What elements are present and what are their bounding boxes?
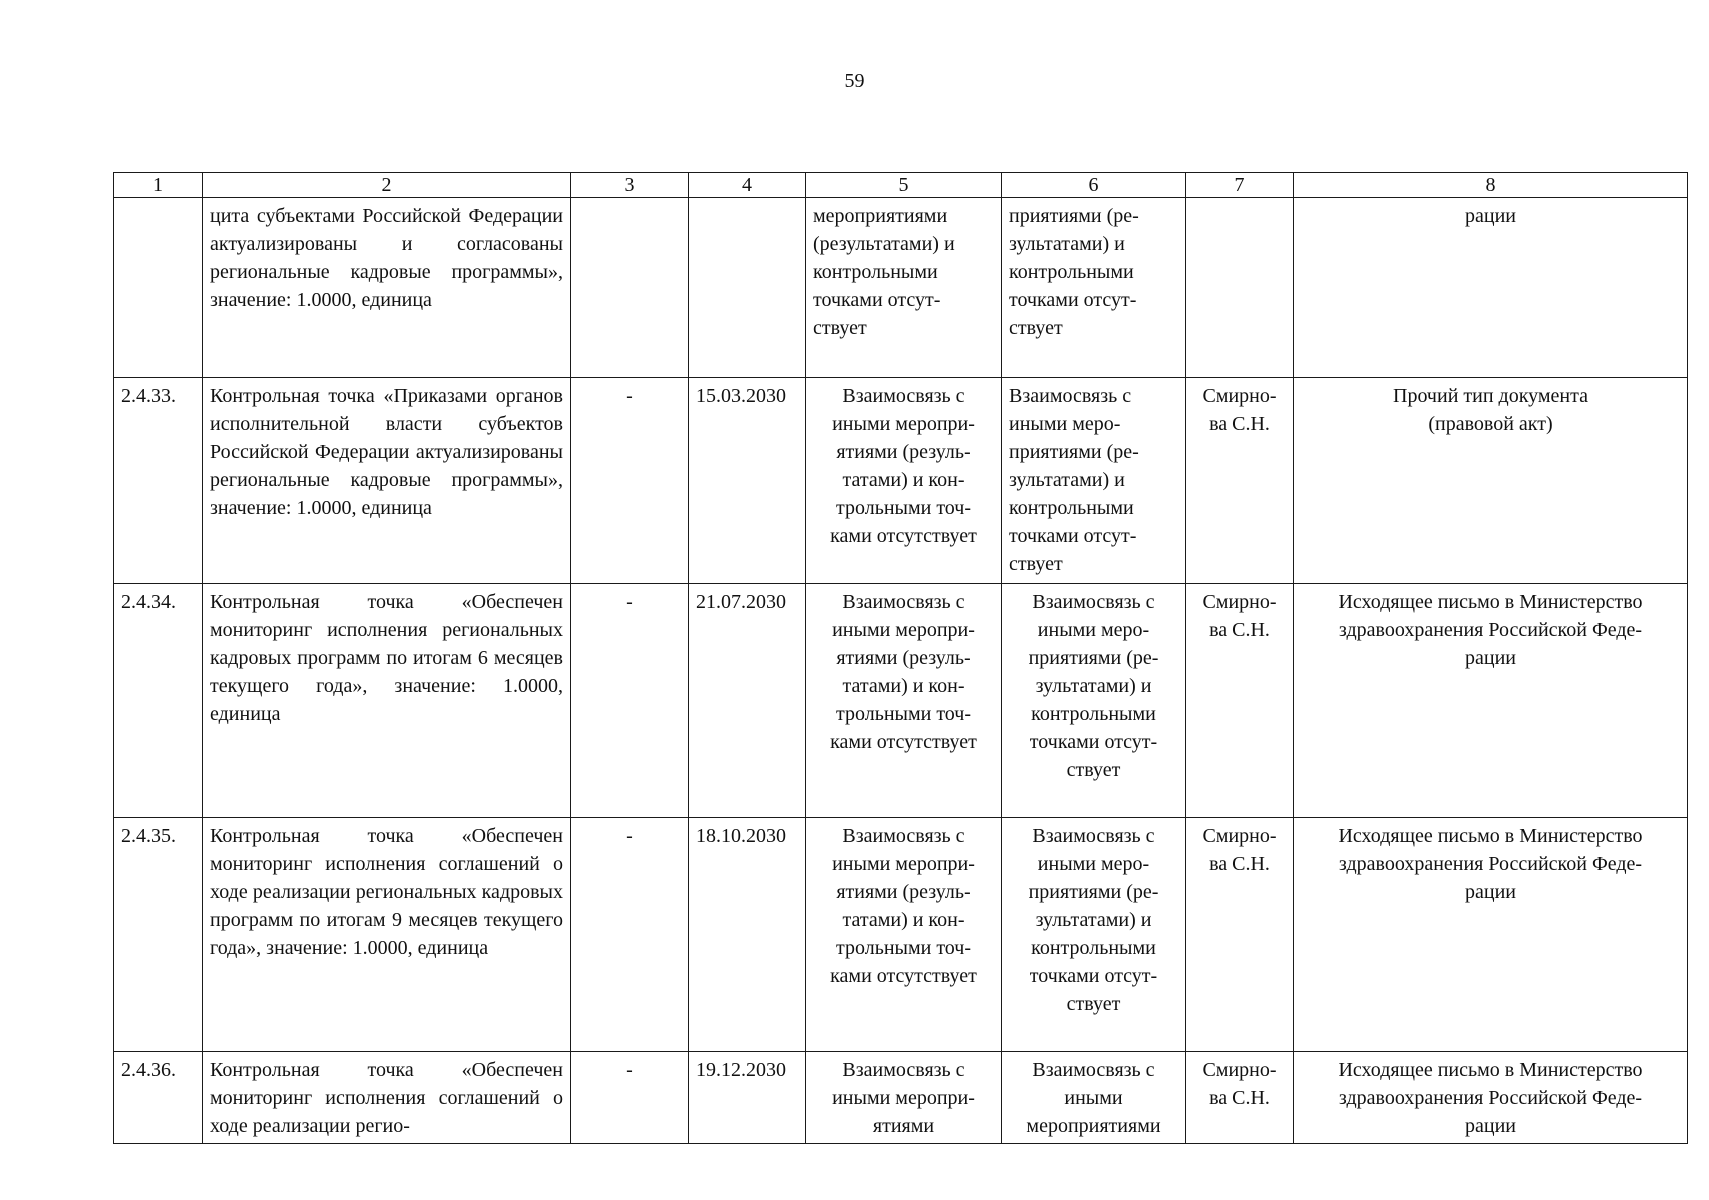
date-cell xyxy=(689,198,806,378)
date-cell: 15.03.2030 xyxy=(689,378,806,584)
column-header: 7 xyxy=(1186,173,1294,198)
table-row xyxy=(114,378,1688,584)
control-point-name-cell: Контрольная точка «Обеспечен мониторинг исполнения соглашений о ходе реализации региональных кадровых программ по итогам 9 месяцев текущего года», значение: 1.0000, единица xyxy=(203,818,571,1052)
relation-cell: Взаимосвязь с иными мероприятиями xyxy=(1002,1052,1186,1144)
relation-cell: приятиями (ре- зультатами) и контрольными точками отсут- ствует xyxy=(1002,198,1186,378)
column-number-header xyxy=(114,173,1688,198)
relation-cell: Взаимосвязь с иными меро- приятиями (ре- зультатами) и контрольными точками отсут- ствует xyxy=(1002,378,1186,584)
column-3-cell: - xyxy=(571,818,689,1052)
row-number-cell: 2.4.36. xyxy=(114,1052,203,1144)
relation-cell: Взаимосвязь с иными меропри- ятиями (резуль- татами) и кон- трольными точ- ками отсутствует xyxy=(806,378,1002,584)
control-point-name-cell: Контрольная точка «Обеспечен мониторинг исполнения региональных кадровых программ по итогам 6 месяцев текущего года», значение: 1.0000, единица xyxy=(203,584,571,818)
document-type-cell: Исходящее письмо в Министерство здравоохранения Российской Феде- рации xyxy=(1294,818,1688,1052)
table-row xyxy=(114,198,1688,378)
document-type-cell: рации xyxy=(1294,198,1688,378)
document-type-cell: Прочий тип документа (правовой акт) xyxy=(1294,378,1688,584)
date-cell: 18.10.2030 xyxy=(689,818,806,1052)
table-row xyxy=(114,818,1688,1052)
page-number: 59 xyxy=(844,70,865,92)
control-points-table xyxy=(113,172,1688,1144)
document-type-cell: Исходящее письмо в Министерство здравоохранения Российской Феде- рации xyxy=(1294,1052,1688,1144)
column-3-cell: - xyxy=(571,378,689,584)
responsible-cell: Смирно- ва С.Н. xyxy=(1186,1052,1294,1144)
control-point-name-cell: Контрольная точка «Обеспечен мониторинг исполнения соглашений о ходе реализации регио- xyxy=(203,1052,571,1144)
row-number-cell xyxy=(114,198,203,378)
relation-cell: Взаимосвязь с иными меропри- ятиями (резуль- татами) и кон- трольными точ- ками отсутствует xyxy=(806,818,1002,1052)
column-header: 3 xyxy=(571,173,689,198)
column-3-cell: - xyxy=(571,1052,689,1144)
column-header: 8 xyxy=(1294,173,1688,198)
responsible-cell: Смирно- ва С.Н. xyxy=(1186,818,1294,1052)
responsible-cell xyxy=(1186,198,1294,378)
date-cell: 19.12.2030 xyxy=(689,1052,806,1144)
column-3-cell: - xyxy=(571,584,689,818)
table-row xyxy=(114,1052,1688,1144)
row-number-cell: 2.4.34. xyxy=(114,584,203,818)
relation-cell: Взаимосвязь с иными меропри- ятиями (резуль- татами) и кон- трольными точ- ками отсутствует xyxy=(806,584,1002,818)
row-number-cell: 2.4.33. xyxy=(114,378,203,584)
row-number-cell: 2.4.35. xyxy=(114,818,203,1052)
column-header: 2 xyxy=(203,173,571,198)
responsible-cell: Смирно- ва С.Н. xyxy=(1186,378,1294,584)
responsible-cell: Смирно- ва С.Н. xyxy=(1186,584,1294,818)
column-header: 5 xyxy=(806,173,1002,198)
date-cell: 21.07.2030 xyxy=(689,584,806,818)
column-header: 6 xyxy=(1002,173,1186,198)
column-header: 1 xyxy=(114,173,203,198)
document-type-cell: Исходящее письмо в Министерство здравоохранения Российской Феде- рации xyxy=(1294,584,1688,818)
column-header: 4 xyxy=(689,173,806,198)
control-point-name-cell: цита субъектами Российской Федерации актуализированы и согласованы региональные кадровые программы», значение: 1.0000, единица xyxy=(203,198,571,378)
relation-cell: Взаимосвязь с иными меро- приятиями (ре- зультатами) и контрольными точками отсут- ствует xyxy=(1002,584,1186,818)
control-point-name-cell: Контрольная точка «Приказами органов исполнительной власти субъектов Российской Федерации актуализированы региональные кадровые программы», значение: 1.0000, единица xyxy=(203,378,571,584)
column-3-cell xyxy=(571,198,689,378)
relation-cell: Взаимосвязь с иными меро- приятиями (ре- зультатами) и контрольными точками отсут- ствует xyxy=(1002,818,1186,1052)
table-row xyxy=(114,584,1688,818)
relation-cell: Взаимосвязь с иными меропри- ятиями xyxy=(806,1052,1002,1144)
relation-cell: мероприятиями (результатами) и контрольными точками отсут- ствует xyxy=(806,198,1002,378)
